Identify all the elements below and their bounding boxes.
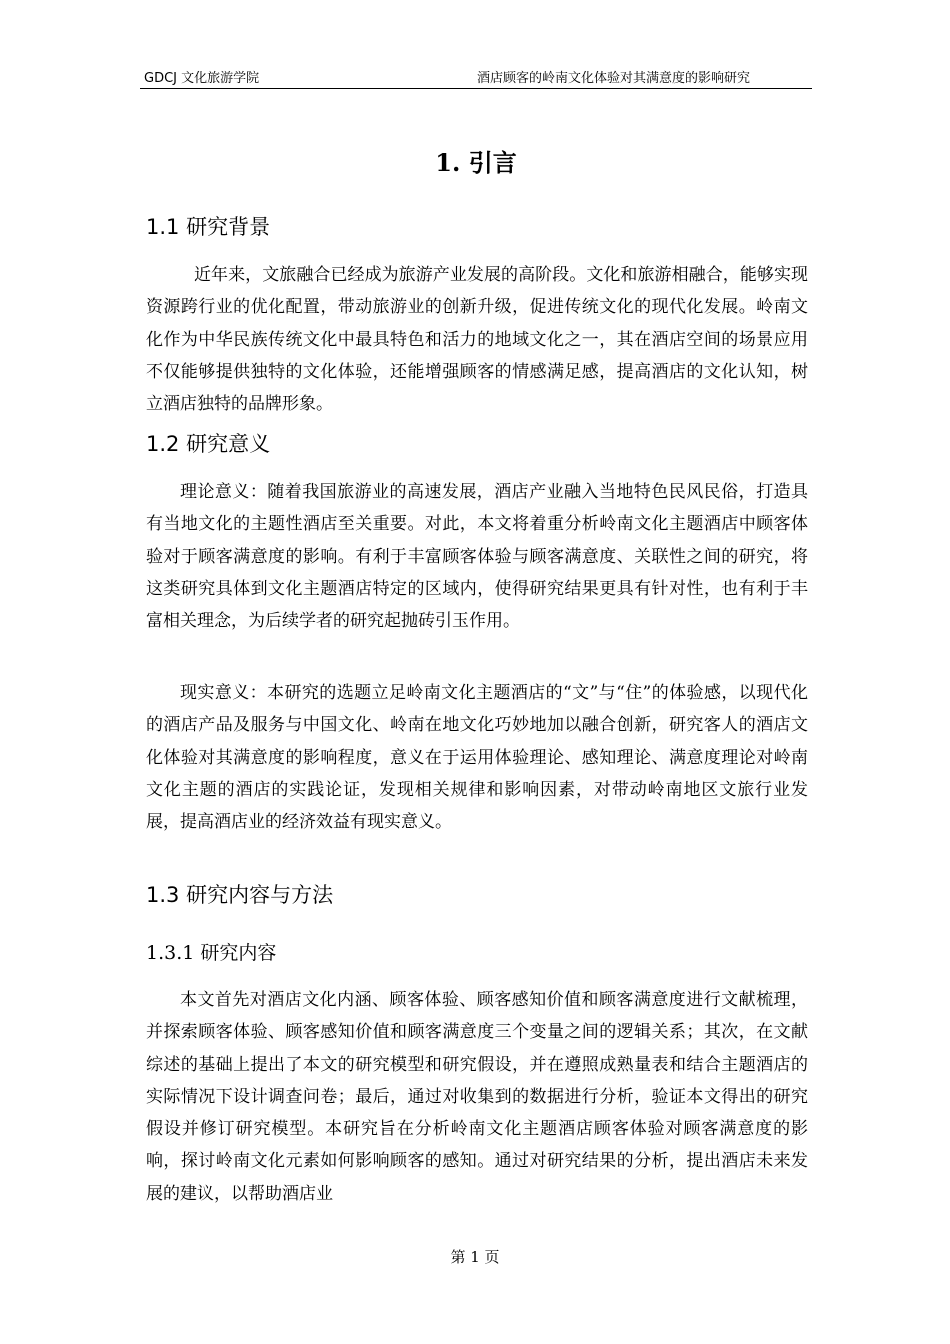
section-heading-1-3: 1.3 研究内容与方法	[146, 883, 334, 907]
chapter-title: 1. 引言	[435, 148, 517, 177]
subsection-heading-1-3-1: 1.3.1 研究内容	[146, 942, 277, 964]
header-paper-title: 酒店顾客的岭南文化体验对其满意度的影响研究	[476, 71, 750, 86]
section-heading-1-2: 1.2 研究意义	[146, 432, 271, 456]
page-header	[140, 70, 812, 89]
paragraph-research-background: 近年来，文旅融合已经成为旅游产业发展的高阶段。文化和旅游相融合，能够实现资源跨行业的优化配置，带动旅游业的创新升级，促进传统文化的现代化发展。岭南文化作为中华民族传统文化中最具特色和活力的地域文化之一，其在酒店空间的场景应用不仅能够提供独特的文化体验，还能增强顾客的情感满足感，提高酒店的文化认知，树立酒店独特的品牌形象。	[146, 265, 808, 415]
paragraph-theoretical-significance: 理论意义：随着我国旅游业的高速发展，酒店产业融入当地特色民风民俗，打造具有当地文化的主题性酒店至关重要。对此，本文将着重分析岭南文化主题酒店中顾客体验对于顾客满意度的影响。有利于丰富顾客体验与顾客满意度、关联性之间的研究，将这类研究具体到文化主题酒店特定的区域内，使得研究结果更具有针对性，也有利于丰富相关理念，为后续学者的研究起抛砖引玉作用。	[146, 482, 808, 632]
header-institution: GDCJ 文化旅游学院	[144, 71, 260, 86]
page-number: 第 1 页	[450, 1248, 500, 1266]
paragraph-research-content: 本文首先对酒店文化内涵、顾客体验、顾客感知价值和顾客满意度进行文献梳理，并探索顾客体验、顾客感知价值和顾客满意度三个变量之间的逻辑关系；其次，在文献综述的基础上提出了本文的研究模型和研究假设，并在遵照成熟量表和结合主题酒店的实际情况下设计调查问卷；最后，通过对收集到的数据进行分析，验证本文得出的研究假设并修订研究模型。本研究旨在分析岭南文化主题酒店顾客体验对顾客满意度的影响，探讨岭南文化元素如何影响顾客的感知。通过对研究结果的分析，提出酒店未来发展的建议，以帮助酒店业	[146, 990, 808, 1204]
paragraph-practical-significance: 现实意义：本研究的选题立足岭南文化主题酒店的“文”与“住”的体验感，以现代化的酒店产品及服务与中国文化、岭南在地文化巧妙地加以融合创新，研究客人的酒店文化体验对其满意度的影响程度，意义在于运用体验理论、感知理论、满意度理论对岭南文化主题的酒店的实践论证，发现相关规律和影响因素，对带动岭南地区文旅行业发展，提高酒店业的经济效益有现实意义。	[146, 683, 808, 833]
section-heading-1-1: 1.1 研究背景	[146, 215, 271, 239]
